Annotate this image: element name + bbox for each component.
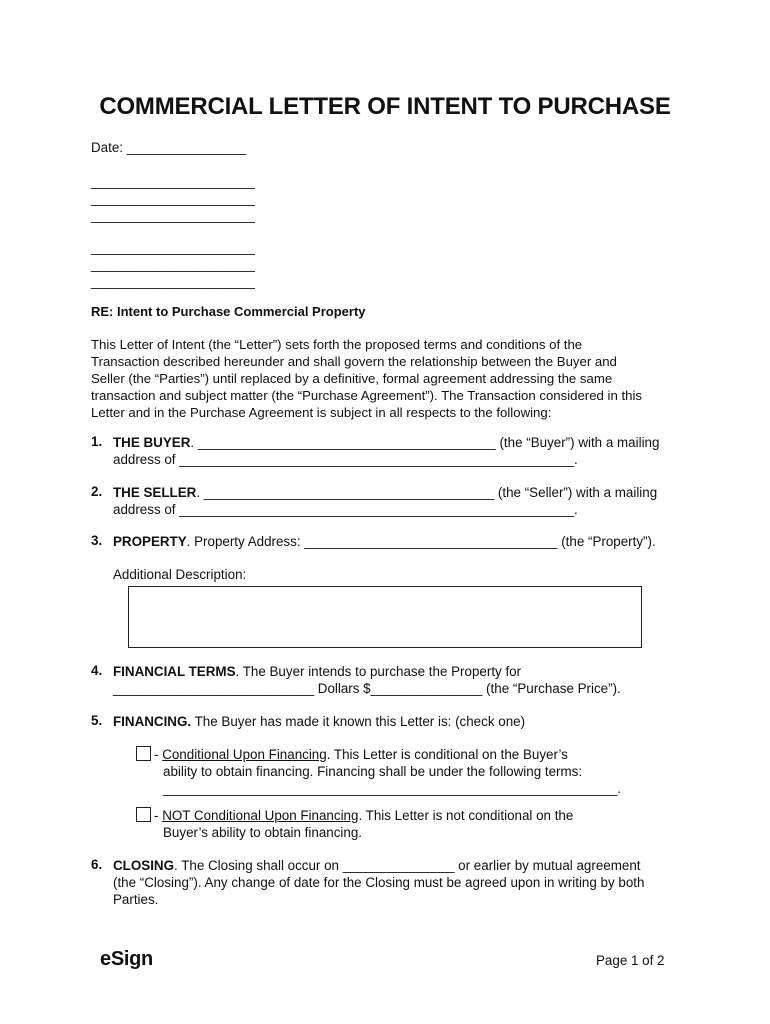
seller-line2[interactable]: address of _____________________________________________________. bbox=[113, 502, 578, 517]
intro-line: Letter and in the Purchase Agreement is subject in all respects to the following: bbox=[91, 405, 552, 420]
additional-description-label: Additional Description: bbox=[113, 567, 247, 582]
date-blank: ________________ bbox=[126, 140, 246, 155]
esign-logo: eSign bbox=[100, 948, 153, 970]
conditional-financing-text1: . This Letter is conditional on the Buyer’s bbox=[326, 747, 568, 762]
financial-heading: FINANCIAL TERMS bbox=[113, 664, 236, 679]
financial-terms-section bbox=[113, 663, 621, 697]
intro-line: Transaction described hereunder and shall govern the relationship between the Buyer and bbox=[91, 354, 617, 369]
address-line[interactable]: ______________________ bbox=[91, 240, 255, 255]
conditional-financing-text2: ability to obtain financing. Financing shall be under the following terms: bbox=[163, 764, 583, 779]
closing-line2: (the “Closing”). Any change of date for the Closing must be agreed upon in writing by both bbox=[113, 875, 645, 890]
option-dash: - bbox=[154, 808, 163, 823]
not-conditional-financing-label: NOT Conditional Upon Financing bbox=[162, 808, 359, 823]
property-heading: PROPERTY bbox=[113, 534, 187, 549]
closing-line1[interactable]: . The Closing shall occur on _______________ or earlier by mutual agreement bbox=[174, 858, 641, 873]
financing-heading: FINANCING. bbox=[113, 714, 192, 729]
not-conditional-financing-checkbox[interactable] bbox=[136, 807, 151, 822]
financing-terms-blank[interactable]: _____________________________________________________________. bbox=[163, 781, 622, 796]
closing-heading: CLOSING bbox=[113, 858, 175, 873]
section-number: 6. bbox=[91, 857, 103, 872]
intro-paragraph bbox=[91, 336, 691, 421]
conditional-financing-checkbox[interactable] bbox=[136, 746, 151, 761]
date-field[interactable] bbox=[91, 140, 246, 155]
seller-section bbox=[113, 484, 657, 518]
financial-line1: . The Buyer intends to purchase the Property for bbox=[235, 664, 522, 679]
buyer-line2[interactable]: address of _____________________________________________________. bbox=[113, 452, 578, 467]
seller-heading: THE SELLER bbox=[113, 485, 197, 500]
section-number: 1. bbox=[91, 434, 103, 449]
address-line[interactable]: ______________________ bbox=[91, 257, 255, 272]
property-section bbox=[113, 533, 656, 550]
section-number: 5. bbox=[91, 713, 103, 728]
buyer-heading: THE BUYER bbox=[113, 435, 191, 450]
address-line[interactable]: ______________________ bbox=[91, 174, 255, 189]
intro-line: Seller (the “Parties”) until replaced by a definitive, formal agreement addressing the same bbox=[91, 371, 613, 386]
property-line1[interactable]: . Property Address: __________________________________ (the “Property”). bbox=[186, 534, 656, 549]
conditional-financing-label: Conditional Upon Financing bbox=[162, 747, 327, 762]
additional-description-box[interactable] bbox=[128, 586, 642, 648]
section-number: 2. bbox=[91, 484, 103, 499]
buyer-section bbox=[113, 434, 659, 468]
intro-line: This Letter of Intent (the “Letter”) sets forth the proposed terms and conditions of the bbox=[91, 337, 583, 352]
address-line[interactable]: ______________________ bbox=[91, 208, 255, 223]
not-conditional-financing-text1: . This Letter is not conditional on the bbox=[358, 808, 574, 823]
date-label: Date: bbox=[91, 140, 124, 155]
closing-line3: Parties. bbox=[113, 892, 159, 907]
section-number: 3. bbox=[91, 533, 103, 548]
page-number: Page 1 of 2 bbox=[596, 953, 665, 968]
financing-section bbox=[113, 713, 525, 730]
conditional-financing-option bbox=[154, 746, 568, 763]
section-number: 4. bbox=[91, 663, 103, 678]
financing-line1: The Buyer has made it known this Letter is: (check one) bbox=[191, 714, 526, 729]
closing-section bbox=[113, 857, 644, 908]
financial-line2[interactable]: ___________________________ Dollars $_______________ (the “Purchase Price”). bbox=[113, 681, 621, 696]
seller-line1[interactable]: . _______________________________________ (the “Seller”) with a mailing bbox=[196, 485, 658, 500]
not-conditional-financing-text2: Buyer’s ability to obtain financing. bbox=[163, 825, 362, 840]
address-line[interactable]: ______________________ bbox=[91, 191, 255, 206]
address-line[interactable]: ______________________ bbox=[91, 274, 255, 289]
buyer-line1[interactable]: . ________________________________________ (the “Buyer”) with a mailing bbox=[190, 435, 660, 450]
not-conditional-financing-option bbox=[154, 807, 573, 824]
option-dash: - bbox=[154, 747, 163, 762]
intro-line: transaction and subject matter (the “Purchase Agreement”). The Transaction considered in this bbox=[91, 388, 642, 403]
re-subject: RE: Intent to Purchase Commercial Property bbox=[91, 304, 366, 319]
document-title: COMMERCIAL LETTER OF INTENT TO PURCHASE bbox=[99, 93, 671, 120]
